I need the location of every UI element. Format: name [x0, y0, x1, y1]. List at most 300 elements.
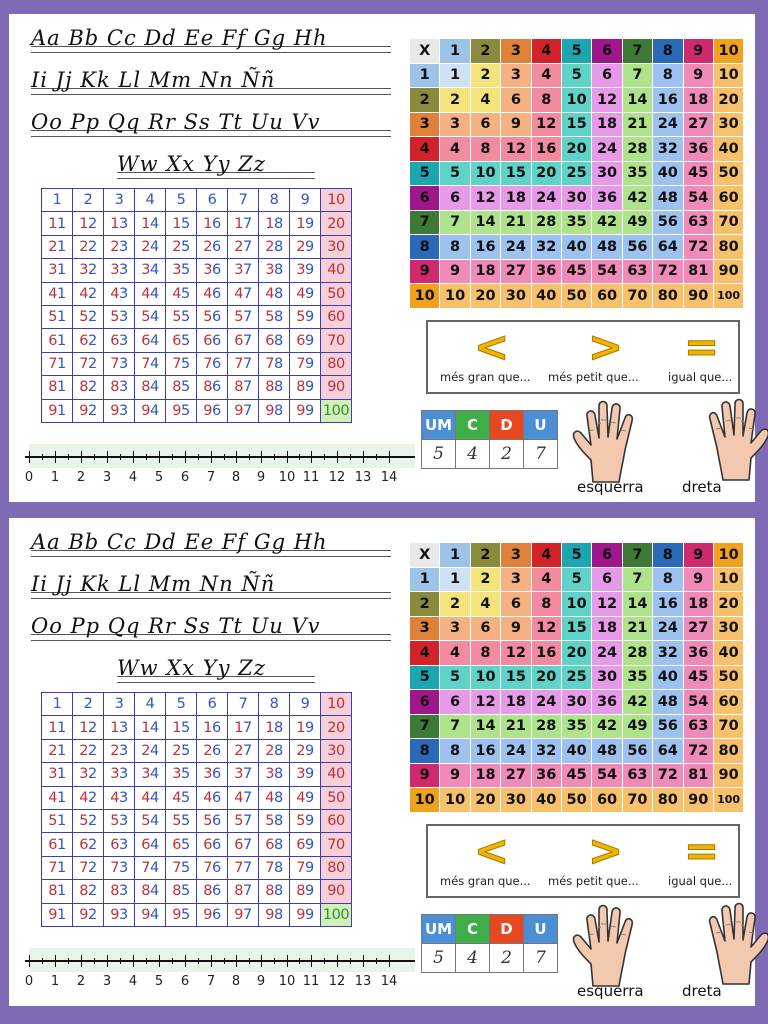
number-line-tick [261, 955, 262, 967]
units-digit: 5 [181, 719, 190, 736]
mult-table-cell: 45 [683, 665, 713, 690]
mult-table-cell: 3 [501, 567, 531, 592]
hundred-grid-cell [104, 305, 135, 328]
hundred-grid-cell [42, 282, 73, 305]
number-line-label: 11 [302, 470, 320, 485]
tens-digit: 4 [203, 285, 212, 302]
mult-table-cell: 30 [592, 161, 622, 186]
units-digit: 7 [243, 813, 252, 830]
mult-table-cell: 49 [622, 210, 652, 235]
units-digit: 1 [57, 309, 66, 326]
units-digit: 8 [274, 238, 283, 255]
tens-digit: 3 [296, 766, 305, 783]
tens-digit: 2 [265, 238, 274, 255]
mult-table-row-header: 8 [410, 235, 440, 260]
hundred-grid-cell [73, 329, 104, 352]
mult-table-cell: 80 [713, 739, 743, 764]
mult-table-cell: 18 [592, 616, 622, 641]
mult-table-cell: 12 [501, 137, 531, 162]
number-line-label: 12 [328, 974, 346, 989]
units-digit: 5 [181, 332, 190, 349]
number-line-label: 9 [256, 974, 266, 989]
units-digit: 5 [181, 906, 190, 923]
hundred-grid-cell: 7 [228, 189, 259, 212]
hundred-grid-cell [104, 235, 135, 258]
mult-table-cell: 8 [531, 592, 561, 617]
units-digit: 9 [305, 402, 314, 419]
tens-digit: 3 [296, 262, 305, 279]
mult-table-cell: 25 [561, 161, 591, 186]
mult-table-row-header: 3 [410, 112, 440, 137]
mult-table-cell: 36 [683, 137, 713, 162]
hundred-grid-cell [104, 809, 135, 832]
alphabet-line-4: Ww Xx Yy Zz [31, 150, 391, 192]
tens-digit: 4 [110, 285, 119, 302]
mult-table-cell: 48 [592, 235, 622, 260]
units-digit: 8 [274, 262, 283, 279]
tens-digit: 6 [296, 332, 305, 349]
place-value-header: U [524, 411, 558, 440]
mult-table-cell: 16 [653, 88, 683, 113]
hundred-grid-cell [104, 399, 135, 422]
hundred-grid-cell [290, 259, 321, 282]
hundred-grid-cell [259, 716, 290, 739]
hundred-grid-cell [135, 739, 166, 762]
tens-digit: 1 [265, 215, 274, 232]
hundred-grid-cell [42, 399, 73, 422]
mult-table-corner: X [410, 39, 440, 64]
mult-table-cell: 6 [470, 112, 500, 137]
mult-table-cell: 5 [561, 567, 591, 592]
hundred-grid-cell [73, 903, 104, 926]
hundred-grid-cell [197, 352, 228, 375]
tens-digit: 6 [265, 836, 274, 853]
mult-table-cell: 9 [683, 63, 713, 88]
hundred-grid-cell [104, 212, 135, 235]
hundred-grid-row [42, 693, 352, 716]
mult-table-cell: 40 [713, 641, 743, 666]
tens-digit: 7 [265, 859, 274, 876]
units-digit: 8 [274, 766, 283, 783]
tens-digit: 6 [79, 836, 88, 853]
number-line-minor-tick [94, 958, 95, 964]
mult-table-cell: 40 [653, 161, 683, 186]
hundred-grid-cell [42, 235, 73, 258]
units-digit: 3 [119, 379, 128, 396]
mult-table-cell: 14 [622, 88, 652, 113]
number-line-minor-tick [299, 454, 300, 460]
hundred-grid-cell [197, 305, 228, 328]
units-digit: 2 [88, 719, 97, 736]
left-hand-icon [571, 398, 653, 484]
mult-table-row [410, 567, 744, 592]
tens-digit: 2 [48, 742, 57, 759]
hundred-grid-cell [290, 833, 321, 856]
hundred-grid-cell: 8 [259, 693, 290, 716]
hundred-grid-cell [135, 856, 166, 879]
hundred-grid-cell [135, 763, 166, 786]
hundred-grid-cell [290, 880, 321, 903]
mult-table-cell: 18 [501, 690, 531, 715]
units-digit: 1 [57, 262, 66, 279]
tens-digit: 2 [234, 238, 243, 255]
hundred-grid-cell [73, 786, 104, 809]
mult-table-header-cell: 2 [470, 543, 500, 568]
tens-digit: 1 [110, 719, 119, 736]
number-line-label: 13 [354, 974, 372, 989]
mult-table-cell: 4 [440, 137, 470, 162]
mult-table-cell: 72 [653, 259, 683, 284]
tens-digit: 2 [172, 238, 181, 255]
alphabet-line-3: Oo Pp Qq Rr Ss Tt Uu Vv [31, 612, 391, 654]
units-digit: 4 [150, 789, 159, 806]
hundred-grid-cell [135, 212, 166, 235]
tens-digit: 5 [79, 813, 88, 830]
tens-digit: 5 [48, 309, 57, 326]
hundred-grid-cell [104, 282, 135, 305]
hundred-grid-cell [166, 903, 197, 926]
tens-digit: 4 [265, 285, 274, 302]
hundred-grid-cell [290, 376, 321, 399]
tens-digit: 7 [172, 859, 181, 876]
number-line-label: 10 [278, 974, 296, 989]
units-digit: 4 [150, 719, 159, 736]
mult-table-cell: 28 [622, 137, 652, 162]
tens-digit: 9 [48, 906, 57, 923]
number-line-label: 8 [231, 974, 241, 989]
units-digit: 2 [88, 789, 97, 806]
number-line-label: 3 [102, 974, 112, 989]
hundred-grid-cell [104, 833, 135, 856]
hundred-grid-cell: 40 [321, 763, 352, 786]
hundred-grid-cell [197, 833, 228, 856]
reference-card-bottom [9, 518, 755, 1006]
number-line-tick [29, 955, 30, 967]
number-line-tick [55, 955, 56, 967]
tens-digit: 6 [265, 332, 274, 349]
mult-table-cell: 18 [592, 112, 622, 137]
mult-table-cell: 27 [501, 763, 531, 788]
mult-table-header-cell: 10 [713, 39, 743, 64]
number-line-tick [337, 451, 338, 463]
mult-table-cell: 70 [713, 714, 743, 739]
mult-table-row [410, 259, 744, 284]
hundred-grid-cell: 10 [321, 189, 352, 212]
tens-digit: 1 [48, 719, 57, 736]
tens-digit: 3 [141, 766, 150, 783]
tens-digit: 6 [110, 836, 119, 853]
mult-table-cell: 56 [622, 739, 652, 764]
hundred-grid-cell [166, 809, 197, 832]
units-digit: 9 [305, 836, 314, 853]
mult-table-cell: 10 [713, 567, 743, 592]
units-digit: 4 [150, 836, 159, 853]
units-digit: 9 [305, 742, 314, 759]
units-digit: 6 [212, 379, 221, 396]
number-line-minor-tick [350, 454, 351, 460]
hundred-grid-cell [104, 376, 135, 399]
tens-digit: 7 [110, 355, 119, 372]
mult-table-cell: 16 [531, 641, 561, 666]
place-value-digit-row [422, 440, 558, 469]
place-value-table [421, 410, 558, 469]
tens-digit: 2 [172, 742, 181, 759]
mult-table-cell: 30 [561, 186, 591, 211]
tens-digit: 3 [110, 766, 119, 783]
units-digit: 7 [243, 379, 252, 396]
tens-digit: 1 [172, 215, 181, 232]
number-line-label: 1 [50, 974, 60, 989]
mult-table-cell: 3 [501, 63, 531, 88]
mult-table-cell: 90 [683, 788, 713, 813]
mult-table-cell: 12 [470, 186, 500, 211]
tens-digit: 5 [265, 813, 274, 830]
hundred-grid-cell [42, 259, 73, 282]
mult-table-cell: 4 [470, 592, 500, 617]
tens-digit: 6 [296, 836, 305, 853]
mult-table-cell: 36 [531, 259, 561, 284]
hundred-grid-cell [166, 282, 197, 305]
tens-digit: 4 [234, 789, 243, 806]
units-digit: 7 [243, 719, 252, 736]
mult-table-cell: 14 [470, 210, 500, 235]
mult-table-cell: 7 [440, 210, 470, 235]
number-line-label: 6 [180, 974, 190, 989]
mult-table-cell: 56 [653, 714, 683, 739]
mult-table-cell: 42 [592, 714, 622, 739]
mult-table-cell: 72 [653, 763, 683, 788]
tens-digit: 5 [172, 813, 181, 830]
alphabet-line-3: Oo Pp Qq Rr Ss Tt Uu Vv [31, 108, 391, 150]
hundred-grid-cell [135, 235, 166, 258]
units-digit: 6 [212, 859, 221, 876]
mult-table-cell: 21 [501, 714, 531, 739]
alphabet-line-1: Aa Bb Cc Dd Ee Ff Gg Hh [31, 528, 391, 570]
number-line-axis [25, 960, 415, 962]
mult-table-header-cell: 9 [683, 543, 713, 568]
mult-table-cell: 50 [713, 161, 743, 186]
mult-table-cell: 5 [440, 665, 470, 690]
tens-digit: 7 [141, 355, 150, 372]
mult-table-cell: 10 [713, 63, 743, 88]
number-line-tick [363, 955, 364, 967]
number-line-axis [25, 456, 415, 458]
place-value-header-row [422, 915, 558, 944]
hundred-grid-cell [197, 903, 228, 926]
mult-table-cell: 32 [653, 137, 683, 162]
units-digit: 1 [57, 766, 66, 783]
mult-table-header-cell: 5 [561, 543, 591, 568]
number-line [25, 948, 415, 1008]
hundred-grid-cell [73, 833, 104, 856]
mult-table-row-header: 5 [410, 161, 440, 186]
mult-table-cell: 40 [653, 665, 683, 690]
hundred-grid-cell [259, 329, 290, 352]
hundred-grid-cell [166, 786, 197, 809]
mult-table-cell: 45 [561, 763, 591, 788]
mult-table-cell: 9 [683, 567, 713, 592]
mult-table-cell: 32 [531, 235, 561, 260]
number-line-tick [311, 955, 312, 967]
hundred-grid-cell [228, 352, 259, 375]
number-line-minor-tick [146, 958, 147, 964]
mult-table-row-header: 5 [410, 665, 440, 690]
mult-table-row-header: 4 [410, 641, 440, 666]
tens-digit: 4 [234, 285, 243, 302]
number-line-tick [261, 451, 262, 463]
units-digit: 3 [119, 859, 128, 876]
place-value-digit: 4 [456, 944, 490, 973]
hundred-grid-cell [290, 716, 321, 739]
hundred-grid-row [42, 786, 352, 809]
hundred-grid-cell [228, 212, 259, 235]
units-digit: 9 [305, 238, 314, 255]
mult-table-cell: 32 [653, 641, 683, 666]
tens-digit: 8 [203, 379, 212, 396]
hundred-grid-cell: 7 [228, 693, 259, 716]
number-line-minor-tick [120, 454, 121, 460]
mult-table-cell: 72 [683, 235, 713, 260]
mult-table-row [410, 616, 744, 641]
tens-digit: 3 [48, 766, 57, 783]
number-line-minor-tick [172, 958, 173, 964]
units-digit: 2 [88, 332, 97, 349]
units-digit: 9 [305, 285, 314, 302]
hundred-grid-cell [290, 399, 321, 422]
hundred-grid-cell [228, 259, 259, 282]
tens-digit: 1 [79, 215, 88, 232]
left-hand-icon [571, 902, 653, 988]
hundred-grid-row [42, 856, 352, 879]
units-digit: 8 [274, 719, 283, 736]
units-digit: 2 [88, 262, 97, 279]
units-digit: 5 [181, 789, 190, 806]
place-value-header: C [456, 411, 490, 440]
mult-table-cell: 14 [470, 714, 500, 739]
mult-table-cell: 7 [622, 567, 652, 592]
number-line-minor-tick [299, 958, 300, 964]
tens-digit: 9 [203, 906, 212, 923]
tens-digit: 3 [141, 262, 150, 279]
number-line-minor-tick [198, 454, 199, 460]
mult-table-cell: 6 [470, 616, 500, 641]
hundred-grid-cell: 5 [166, 189, 197, 212]
mult-table-cell: 1 [440, 567, 470, 592]
hundred-grid-cell [259, 399, 290, 422]
mult-table-cell: 12 [501, 641, 531, 666]
hundred-grid-cell [73, 809, 104, 832]
hundred-grid-cell [197, 282, 228, 305]
number-line-tick [389, 451, 390, 463]
hundred-grid-cell [166, 376, 197, 399]
mult-table-cell: 10 [470, 665, 500, 690]
hundred-grid-cell [290, 739, 321, 762]
hundred-grid-cell [104, 903, 135, 926]
units-digit: 6 [212, 285, 221, 302]
units-digit: 6 [212, 402, 221, 419]
hundred-grid-row [42, 399, 352, 422]
tens-digit: 3 [234, 262, 243, 279]
mult-table-header-cell: 1 [440, 543, 470, 568]
mult-table-cell: 25 [561, 665, 591, 690]
tens-digit: 9 [265, 402, 274, 419]
mult-table-cell: 9 [440, 763, 470, 788]
hundred-grid-cell: 60 [321, 809, 352, 832]
mult-table-cell: 50 [713, 665, 743, 690]
mult-table-header-row [410, 543, 744, 568]
tens-digit: 7 [203, 859, 212, 876]
tens-digit: 3 [172, 262, 181, 279]
mult-table-cell: 60 [592, 788, 622, 813]
hundred-grid-cell [290, 329, 321, 352]
tens-digit: 7 [172, 355, 181, 372]
hundred-grid-cell [73, 399, 104, 422]
mult-table-cell: 20 [561, 641, 591, 666]
mult-table-cell: 48 [653, 690, 683, 715]
units-digit: 3 [119, 766, 128, 783]
mult-table-row-header: 8 [410, 739, 440, 764]
units-digit: 8 [274, 309, 283, 326]
units-digit: 5 [181, 742, 190, 759]
hundred-grid-cell: 20 [321, 716, 352, 739]
hundred-grid-cell [166, 352, 197, 375]
mult-table-row-header: 3 [410, 616, 440, 641]
hundred-grid-row [42, 739, 352, 762]
number-line-minor-tick [68, 958, 69, 964]
mult-table-cell: 8 [470, 641, 500, 666]
hundred-grid-cell [290, 786, 321, 809]
units-digit: 4 [150, 379, 159, 396]
mult-table-row [410, 137, 744, 162]
units-digit: 8 [274, 813, 283, 830]
number-line-minor-tick [376, 958, 377, 964]
hundred-grid-row [42, 763, 352, 786]
units-digit: 3 [119, 238, 128, 255]
place-value-digit: 5 [422, 944, 456, 973]
units-digit: 8 [274, 379, 283, 396]
tens-digit: 3 [265, 262, 274, 279]
tens-digit: 4 [296, 789, 305, 806]
hundred-grid-cell [166, 235, 197, 258]
units-digit: 9 [305, 215, 314, 232]
mult-table-header-cell: 2 [470, 39, 500, 64]
units-digit: 6 [212, 883, 221, 900]
place-value-digit: 5 [422, 440, 456, 469]
hundred-grid-cell [290, 763, 321, 786]
mult-table-cell: 54 [592, 259, 622, 284]
tens-digit: 2 [110, 742, 119, 759]
hundred-grid-cell [42, 352, 73, 375]
mult-table-cell: 40 [531, 788, 561, 813]
hundred-grid-cell [73, 259, 104, 282]
mult-table-cell: 81 [683, 259, 713, 284]
mult-table-header-row [410, 39, 744, 64]
mult-table-cell: 70 [622, 788, 652, 813]
tens-digit: 3 [203, 766, 212, 783]
tens-digit: 3 [79, 766, 88, 783]
number-line-label: 2 [76, 974, 86, 989]
tens-digit: 6 [48, 332, 57, 349]
units-digit: 2 [88, 836, 97, 853]
mult-table-cell: 28 [622, 641, 652, 666]
mult-table-cell: 21 [501, 210, 531, 235]
units-digit: 5 [181, 859, 190, 876]
hundred-grid-cell [197, 376, 228, 399]
units-digit: 4 [150, 742, 159, 759]
tens-digit: 2 [141, 742, 150, 759]
hundred-grid-cell: 100 [321, 399, 352, 422]
mult-table-cell: 6 [592, 567, 622, 592]
